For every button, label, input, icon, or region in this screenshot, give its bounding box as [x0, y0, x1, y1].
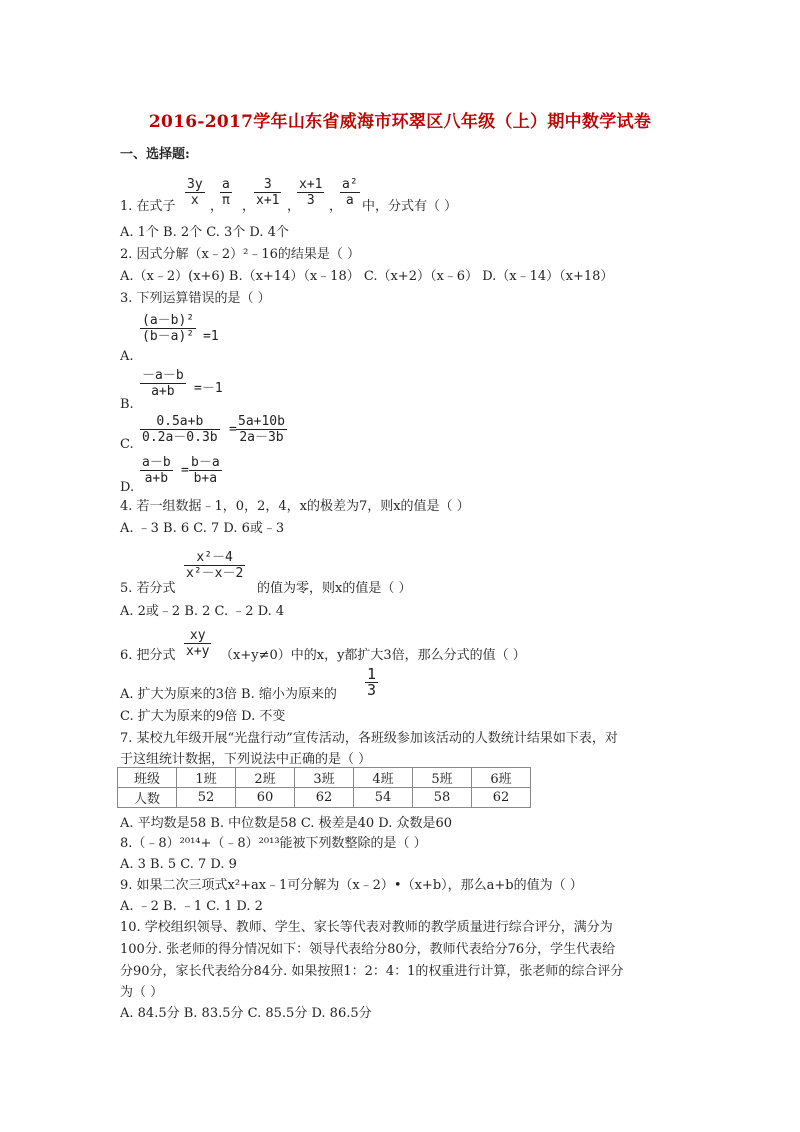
table-cell: 52 [177, 788, 236, 808]
table-cell: 5班 [413, 768, 472, 788]
q3-d-equals: = [181, 463, 189, 478]
q3-c-fraction-left: 0.5a+b 0.2a－0.3b [142, 414, 218, 445]
q8-stem: 8.（﹣8）²⁰¹⁴+（﹣8）²⁰¹³能被下列数整除的是（ ） [120, 836, 427, 851]
table-cell: 58 [413, 788, 472, 808]
table-cell: 60 [236, 788, 295, 808]
section-heading: 一、选择题: [120, 147, 190, 162]
q1-fraction-2: a π [222, 177, 230, 208]
q9-options: A. ﹣2 B. ﹣1 C. 1 D. 2 [120, 899, 263, 914]
q6-options-1: A. 扩大为原来的3倍 B. 缩小为原来的 [120, 687, 337, 702]
q4-stem: 4. 若一组数据﹣1，0，2，4，x的极差为7，则x的值是（ ） [120, 499, 470, 514]
q1-fraction-5: a² a [342, 177, 358, 208]
q3-b-fraction: －a－b a+b [142, 368, 184, 399]
q10-line-1: 10. 学校组织领导、教师、学生、家长等代表对教师的教学质量进行综合评分，满分为 [120, 920, 613, 935]
q5-prefix: 5. 若分式 [120, 581, 176, 596]
q9-stem: 9. 如果二次三项式x²+ax﹣1可分解为（x﹣2）•（x+b），那么a+b的值为（ ） [120, 878, 583, 893]
q6-suffix: （x+y≠0）中的x，y都扩大3倍，那么分式的值（ ） [220, 648, 526, 663]
q1-fraction-1: 3y x [187, 177, 203, 208]
q6-fraction: xy x+y [186, 628, 210, 659]
table-cell: 54 [354, 788, 413, 808]
q10-options: A. 84.5分 B. 83.5分 C. 85.5分 D. 86.5分 [120, 1006, 372, 1021]
table-cell: 1班 [177, 768, 236, 788]
table-cell: 4班 [354, 768, 413, 788]
q1-prefix: 1. 在式子 [120, 199, 176, 214]
q1-suffix: 中，分式有（ ） [362, 199, 458, 214]
table-cell: 6班 [472, 768, 531, 788]
q6-prefix: 6. 把分式 [120, 648, 176, 663]
q10-line-3: 分90分，家长代表给分84分. 如果按照1：2：4：1的权重进行计算，张老师的综合评分 [120, 964, 624, 979]
q1-fraction-4: x+1 3 [299, 177, 323, 208]
q6-options-2: C. 扩大为原来的9倍 D. 不变 [120, 709, 286, 724]
q2-options: A.（x﹣2）(x+6) B.（x+14）（x﹣18） C.（x+2）（x﹣6） D.（x﹣14）（x+18） [120, 269, 614, 284]
q3-a-label: A. [120, 349, 134, 364]
q3-d-fraction-right: b－a b+a [191, 455, 220, 486]
q8-options: A. 3 B. 5 C. 7 D. 9 [120, 857, 237, 872]
q3-c-label: C. [120, 437, 134, 452]
q3-c-fraction-right: 5a+10b 2a－3b [238, 414, 285, 445]
q3-d-fraction-left: a－b a+b [142, 455, 171, 486]
q3-c-equals: = [229, 422, 237, 437]
page-title: 2016-2017学年山东省威海市环翠区八年级（上）期中数学试卷 [148, 112, 652, 132]
table-cell: 62 [295, 788, 354, 808]
q3-b-label: B. [120, 397, 134, 412]
q3-stem: 3. 下列运算错误的是（ ） [120, 291, 271, 306]
q7-options: A. 平均数是58 B. 中位数是58 C. 极差是40 D. 众数是60 [120, 816, 453, 831]
q7-line-1: 7. 某校九年级开展“光盘行动”宣传活动，各班级参加该活动的人数统计结果如下表，对 [120, 731, 618, 746]
table-row [118, 788, 531, 808]
table-cell: 2班 [236, 768, 295, 788]
q10-line-2: 100分. 张老师的得分情况如下：领导代表给分80分，教师代表给分76分，学生代表给 [120, 942, 616, 957]
table-cell: 班级 [118, 768, 177, 788]
q3-b-rhs: =－1 [194, 381, 223, 396]
table-row [118, 768, 531, 788]
q10-line-4: 为（ ） [120, 985, 164, 1000]
q3-d-label: D. [120, 480, 135, 495]
q6-one-third: 1 3 [367, 665, 377, 699]
q1-options: A. 1个 B. 2个 C. 3个 D. 4个 [120, 225, 289, 240]
q2-stem: 2. 因式分解（x﹣2）²﹣16的结果是（ ） [120, 247, 361, 262]
q5-options: A. 2或﹣2 B. 2 C. ﹣2 D. 4 [120, 604, 285, 619]
statistics-table [117, 767, 531, 808]
q5-suffix: 的值为零，则x的值是（ ） [257, 581, 412, 596]
q3-a-fraction: (a－b)² (b－a)² [142, 313, 195, 344]
q5-fraction: x²－4 x²－x－2 [186, 550, 244, 581]
table-cell: 人数 [118, 788, 177, 808]
q4-options: A. ﹣3 B. 6 C. 7 D. 6或﹣3 [120, 521, 285, 536]
table-cell: 62 [472, 788, 531, 808]
table-cell: 3班 [295, 768, 354, 788]
q7-line-2: 于这组统计数据，下列说法中正确的是（ ） [120, 752, 372, 767]
q1-fraction-3: 3 x+1 [256, 177, 280, 208]
q3-a-rhs: =1 [203, 329, 219, 344]
